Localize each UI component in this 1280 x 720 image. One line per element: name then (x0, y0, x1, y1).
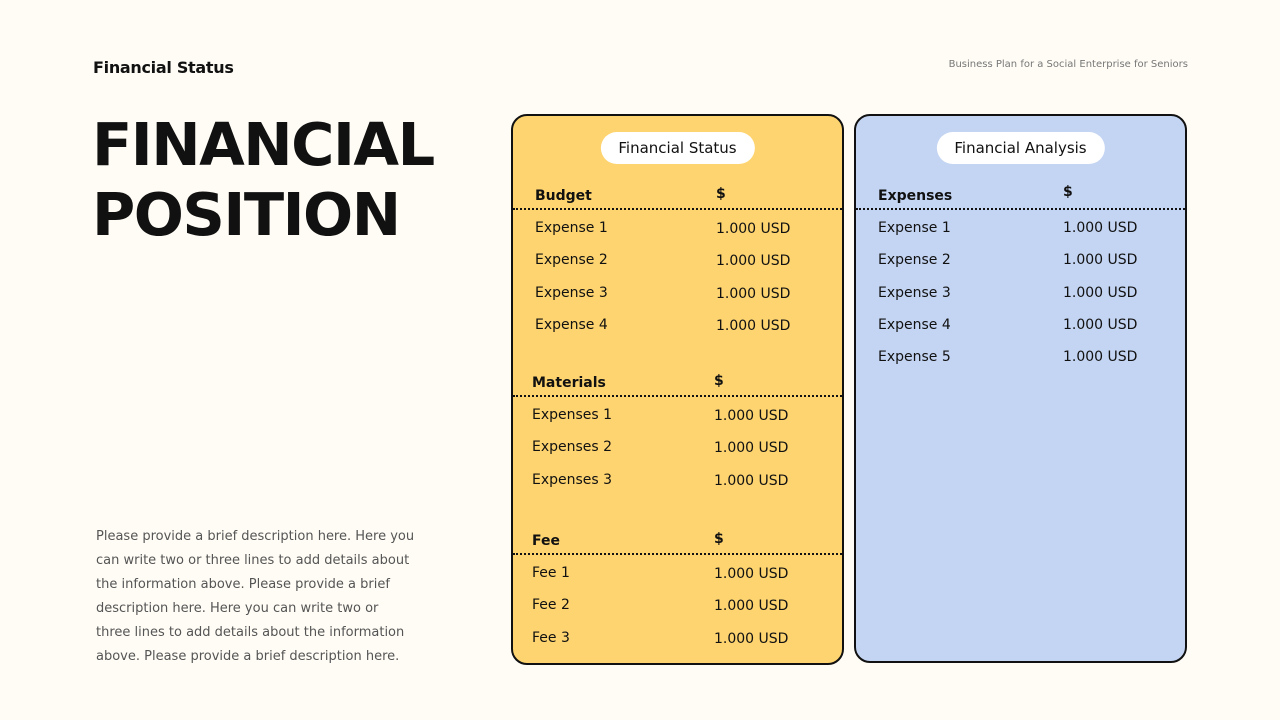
row-label: Fee 3 (532, 629, 570, 646)
group-label: Expenses (878, 188, 953, 204)
group-label: Budget (535, 188, 592, 204)
row-label: Expense 3 (535, 284, 608, 301)
row-label: Expense 5 (878, 349, 951, 366)
table-row (513, 429, 842, 461)
financial-status-card (511, 114, 844, 665)
table-row (856, 339, 1185, 371)
table-row (513, 555, 842, 587)
currency-label: $ (1063, 184, 1073, 200)
row-label: Expenses 1 (532, 407, 613, 423)
row-value: 1.000 USD (714, 408, 789, 424)
row-label: Fee 2 (532, 597, 570, 614)
financial-analysis-card (854, 114, 1187, 663)
group-header (513, 529, 842, 555)
row-value: 1.000 USD (716, 317, 791, 334)
page-title (92, 110, 434, 250)
group-header (513, 371, 842, 397)
row-value: 1.000 USD (714, 472, 789, 489)
row-label: Expense 2 (878, 252, 951, 269)
currency-label: $ (714, 531, 724, 547)
financial-analysis-pill: Financial Analysis (936, 132, 1104, 164)
table-row (513, 397, 842, 429)
row-value: 1.000 USD (1063, 284, 1138, 301)
row-label: Expense 3 (878, 284, 951, 301)
row-value: 1.000 USD (714, 630, 789, 647)
row-label: Expense 1 (535, 220, 608, 236)
currency-label: $ (714, 373, 724, 389)
table-row (856, 242, 1185, 274)
row-value: 1.000 USD (716, 285, 791, 302)
table-row (513, 462, 842, 494)
table-row (513, 210, 842, 242)
budget-group (513, 184, 842, 339)
row-label: Expense 4 (878, 316, 951, 333)
deck-subtitle: Business Plan for a Social Enterprise for Seniors (948, 59, 1188, 70)
group-header (513, 184, 842, 210)
row-label: Expenses 2 (532, 439, 613, 456)
financial-status-pill: Financial Status (600, 132, 754, 164)
expenses-group (856, 184, 1185, 371)
row-value: 1.000 USD (1063, 349, 1138, 366)
row-label: Expenses 3 (532, 471, 613, 488)
table-row (513, 620, 842, 652)
table-row (856, 275, 1185, 307)
row-value: 1.000 USD (714, 566, 789, 582)
group-label: Fee (532, 533, 560, 549)
group-label: Materials (532, 375, 606, 391)
section-label: Financial Status (93, 58, 234, 77)
row-label: Expense 1 (878, 220, 951, 236)
row-value: 1.000 USD (714, 598, 789, 615)
row-value: 1.000 USD (1063, 316, 1138, 333)
description-text: Please provide a brief description here. Here you can write two or three lines to add details about the information above. Please provide a brief description here. Here you can write two or three lines to add details about the information above. Please provide a brief description here. (96, 529, 415, 664)
row-value: 1.000 USD (1063, 252, 1138, 269)
row-label: Fee 1 (532, 565, 570, 581)
currency-label: $ (716, 186, 726, 202)
row-value: 1.000 USD (1063, 220, 1138, 236)
table-row (513, 307, 842, 339)
row-label: Expense 4 (535, 316, 608, 333)
table-row (513, 587, 842, 619)
table-row (513, 242, 842, 274)
page-title-line-1: FINANCIAL (92, 110, 434, 179)
group-header (856, 184, 1185, 210)
fee-group (513, 529, 842, 652)
row-label: Expense 2 (535, 252, 608, 269)
table-row (856, 210, 1185, 242)
table-row (856, 307, 1185, 339)
page-title-line-2: POSITION (92, 180, 400, 249)
row-value: 1.000 USD (716, 221, 791, 237)
materials-group (513, 371, 842, 494)
row-value: 1.000 USD (716, 253, 791, 270)
table-row (513, 275, 842, 307)
row-value: 1.000 USD (714, 440, 789, 457)
